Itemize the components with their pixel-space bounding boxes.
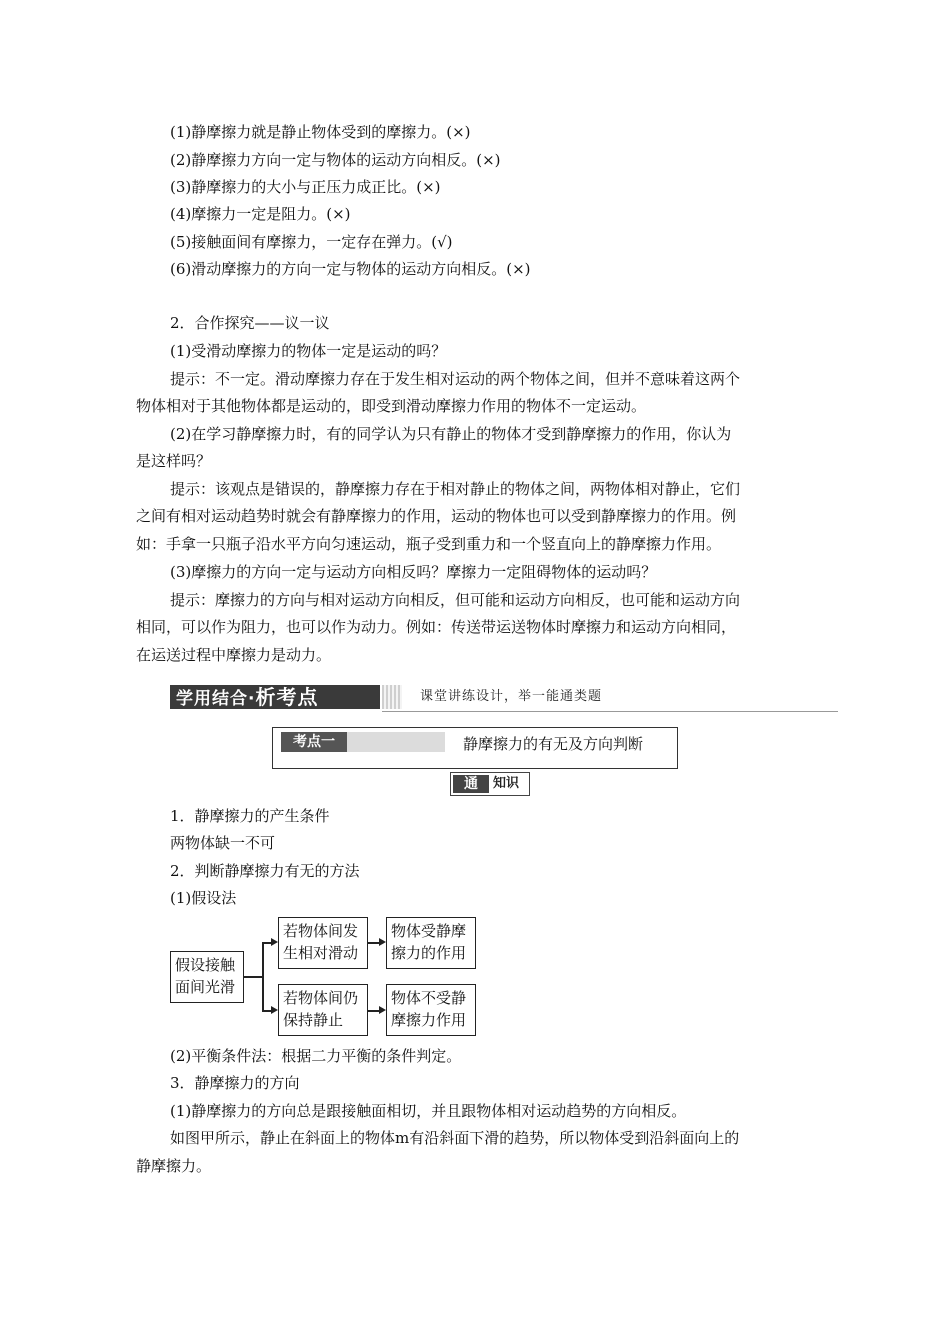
flow-bottom-middle [278, 984, 368, 1036]
section2-heading: 2．合作探究——议一议 [170, 314, 330, 332]
answer-3-line-1: 提示：摩擦力的方向与相对运动方向相反，但可能和运动方向相反，也可能和运动方向 [170, 591, 741, 609]
judgment-6: (6)滑动摩擦力的方向一定与物体的运动方向相反。(×) [170, 260, 531, 278]
arrow-icon [379, 1006, 386, 1014]
answer-2-line-3: 如：手拿一只瓶子沿水平方向匀速运动，瓶子受到重力和一个竖直向上的静摩擦力作用。 [136, 535, 722, 553]
judgment-4: (4)摩擦力一定是阻力。(×) [170, 205, 351, 223]
flow-top-end-line-1: 物体受静摩 [391, 922, 467, 940]
judgment-3: (3)静摩擦力的大小与正压力成正比。(×) [170, 178, 441, 196]
method-2: (2)平衡条件法：根据二力平衡的条件判定。 [170, 1047, 462, 1065]
heading-2: 2．判断静摩擦力有无的方法 [170, 862, 360, 880]
banner-title-b: 析考点 [255, 685, 319, 709]
flow-start-line-2: 面间光滑 [175, 978, 236, 996]
question-2-line-1: (2)在学习静摩擦力时，有的同学认为只有静止的物体才受到静摩擦力的作用，你认为 [170, 425, 732, 443]
method-1: (1)假设法 [170, 889, 237, 907]
answer-1-line-2: 物体相对于其他物体都是运动的，即受到滑动摩擦力作用的物体不一定运动。 [136, 397, 647, 415]
paragraph-1: 两物体缺一不可 [170, 834, 276, 852]
topic-title: 静摩擦力的有无及方向判断 [463, 735, 644, 753]
banner-rule [382, 711, 838, 712]
flow-top-end [386, 917, 476, 969]
arrow-icon [271, 938, 278, 946]
flow-bottom-middle-line-2: 保持静止 [283, 1011, 344, 1029]
answer-2-line-2: 之间有相对运动趋势时就会有静摩擦力的作用，运动的物体也可以受到静摩擦力的作用。例 [136, 507, 737, 525]
flow-top-middle-line-2: 生相对滑动 [283, 944, 359, 962]
direction-2-line-1: 如图甲所示，静止在斜面上的物体m有沿斜面下滑的趋势，所以物体受到沿斜面向上的 [170, 1129, 740, 1147]
flow-top-middle [278, 917, 368, 969]
tong-badge: 通 [453, 775, 489, 793]
connector [244, 976, 262, 978]
answer-2-line-1: 提示：该观点是错误的，静摩擦力存在于相对静止的物体之间，两物体相对静止，它们 [170, 480, 741, 498]
question-1: (1)受滑动摩擦力的物体一定是运动的吗？ [170, 342, 447, 360]
question-3: (3)摩擦力的方向一定与运动方向相反吗？摩擦力一定阻碍物体的运动吗？ [170, 563, 657, 581]
banner-subtitle: 课堂讲练设计，举一能通类题 [420, 689, 603, 704]
banner-title-a: 学用结合· [176, 689, 256, 709]
judgment-5: (5)接触面间有摩擦力，一定存在弹力。(√) [170, 233, 453, 251]
flow-top-middle-line-1: 若物体间发 [283, 922, 359, 940]
judgment-1: (1)静摩擦力就是静止物体受到的摩擦力。(×) [170, 123, 471, 141]
flow-bottom-end [386, 984, 476, 1036]
arrow-icon [271, 1006, 278, 1014]
question-2-line-2: 是这样吗？ [136, 452, 212, 470]
answer-1-line-1: 提示：不一定。滑动摩擦力存在于发生相对运动的两个物体之间，但并不意味着这两个 [170, 370, 741, 388]
heading-3: 3．静摩擦力的方向 [170, 1074, 300, 1092]
banner-title [170, 685, 380, 709]
flow-start-line-1: 假设接触 [175, 956, 236, 974]
flow-bottom-end-line-2: 摩擦力作用 [391, 1011, 467, 1029]
knowledge-badge [450, 772, 530, 796]
connector [262, 942, 264, 1010]
flow-bottom-end-line-1: 物体不受静 [391, 989, 467, 1007]
heading-1: 1．静摩擦力的产生条件 [170, 807, 330, 825]
answer-3-line-3: 在运送过程中摩擦力是动力。 [136, 646, 332, 664]
topic-tag: 考点一 [281, 732, 347, 752]
section-banner [170, 683, 838, 713]
flow-start [170, 951, 244, 1003]
topic-tag-bar [347, 732, 445, 752]
direction-1: (1)静摩擦力的方向总是跟接触面相切，并且跟物体相对运动趋势的方向相反。 [170, 1102, 687, 1120]
answer-3-line-2: 相同，可以作为阻力，也可以作为动力。例如：传送带运送物体时摩擦力和运动方向相同， [136, 618, 737, 636]
topic-box [272, 727, 678, 769]
direction-2-line-2: 静摩擦力。 [136, 1157, 212, 1175]
tong-label: 知识 [493, 776, 520, 791]
flow-top-end-line-2: 擦力的作用 [391, 944, 467, 962]
flow-bottom-middle-line-1: 若物体间仍 [283, 989, 359, 1007]
arrow-icon [379, 938, 386, 946]
judgment-2: (2)静摩擦力方向一定与物体的运动方向相反。(×) [170, 151, 501, 169]
